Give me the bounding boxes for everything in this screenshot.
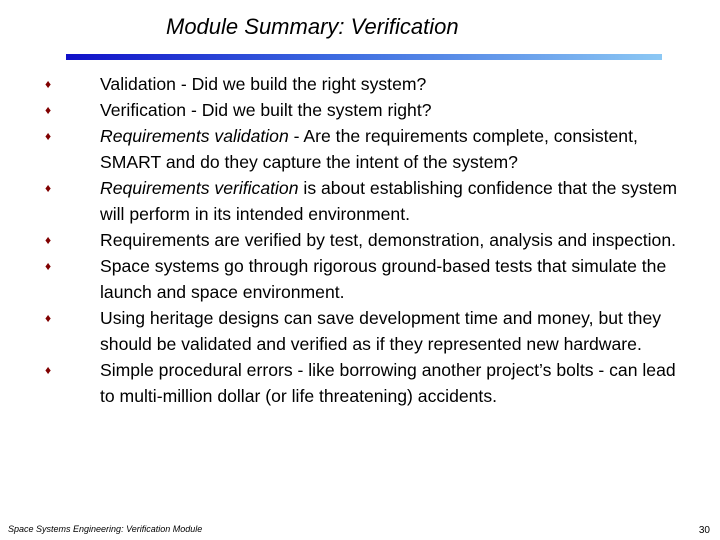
bullet-list — [40, 71, 680, 409]
bullet-item — [40, 123, 680, 175]
slide-title: Module Summary: Verification — [166, 14, 459, 39]
bullet-item — [40, 71, 680, 97]
bullet-text: Validation - Did we build the right system? — [100, 74, 427, 94]
bullet-item — [40, 305, 680, 357]
bullet-text: Space systems go through rigorous ground-based tests that simulate the launch and space environment. — [100, 256, 667, 302]
bullet-text: Simple procedural errors - like borrowing another project’s bolts - can lead to multi-million dollar (or life threatening) accidents. — [100, 360, 676, 406]
title-underline-rule — [66, 54, 662, 60]
bullet-text: is about establishing confidence that the system will perform in its intended environment. — [100, 178, 678, 224]
footer-course-title: Space Systems Engineering: Verification Module — [8, 524, 203, 534]
bullet-text: - Are the requirements complete, consistent, SMART and do they capture the intent of the system? — [100, 126, 638, 172]
bullet-text: Verification - Did we built the system right? — [100, 100, 432, 120]
bullet-text: Requirements are verified by test, demonstration, analysis and inspection. — [100, 230, 677, 250]
diamond-bullet-icon: ♦ — [44, 103, 52, 117]
diamond-bullet-icon: ♦ — [44, 233, 52, 247]
diamond-bullet-icon: ♦ — [44, 363, 52, 377]
page-number: 30 — [698, 525, 710, 536]
bullet-emphasis: Requirements validation — [100, 126, 289, 146]
diamond-bullet-icon: ♦ — [44, 181, 52, 195]
bullet-item — [40, 357, 680, 409]
bullet-item — [40, 97, 680, 123]
bullet-item — [40, 175, 680, 227]
bullet-emphasis: Requirements verification — [100, 178, 299, 198]
diamond-bullet-icon: ♦ — [44, 129, 52, 143]
bullet-item — [40, 253, 680, 305]
diamond-bullet-icon: ♦ — [44, 311, 52, 325]
bullet-item — [40, 227, 680, 253]
diamond-bullet-icon: ♦ — [44, 259, 52, 273]
bullet-text: Using heritage designs can save development time and money, but they should be validated and verified as if they represented new hardware. — [100, 308, 662, 354]
diamond-bullet-icon: ♦ — [44, 77, 52, 91]
